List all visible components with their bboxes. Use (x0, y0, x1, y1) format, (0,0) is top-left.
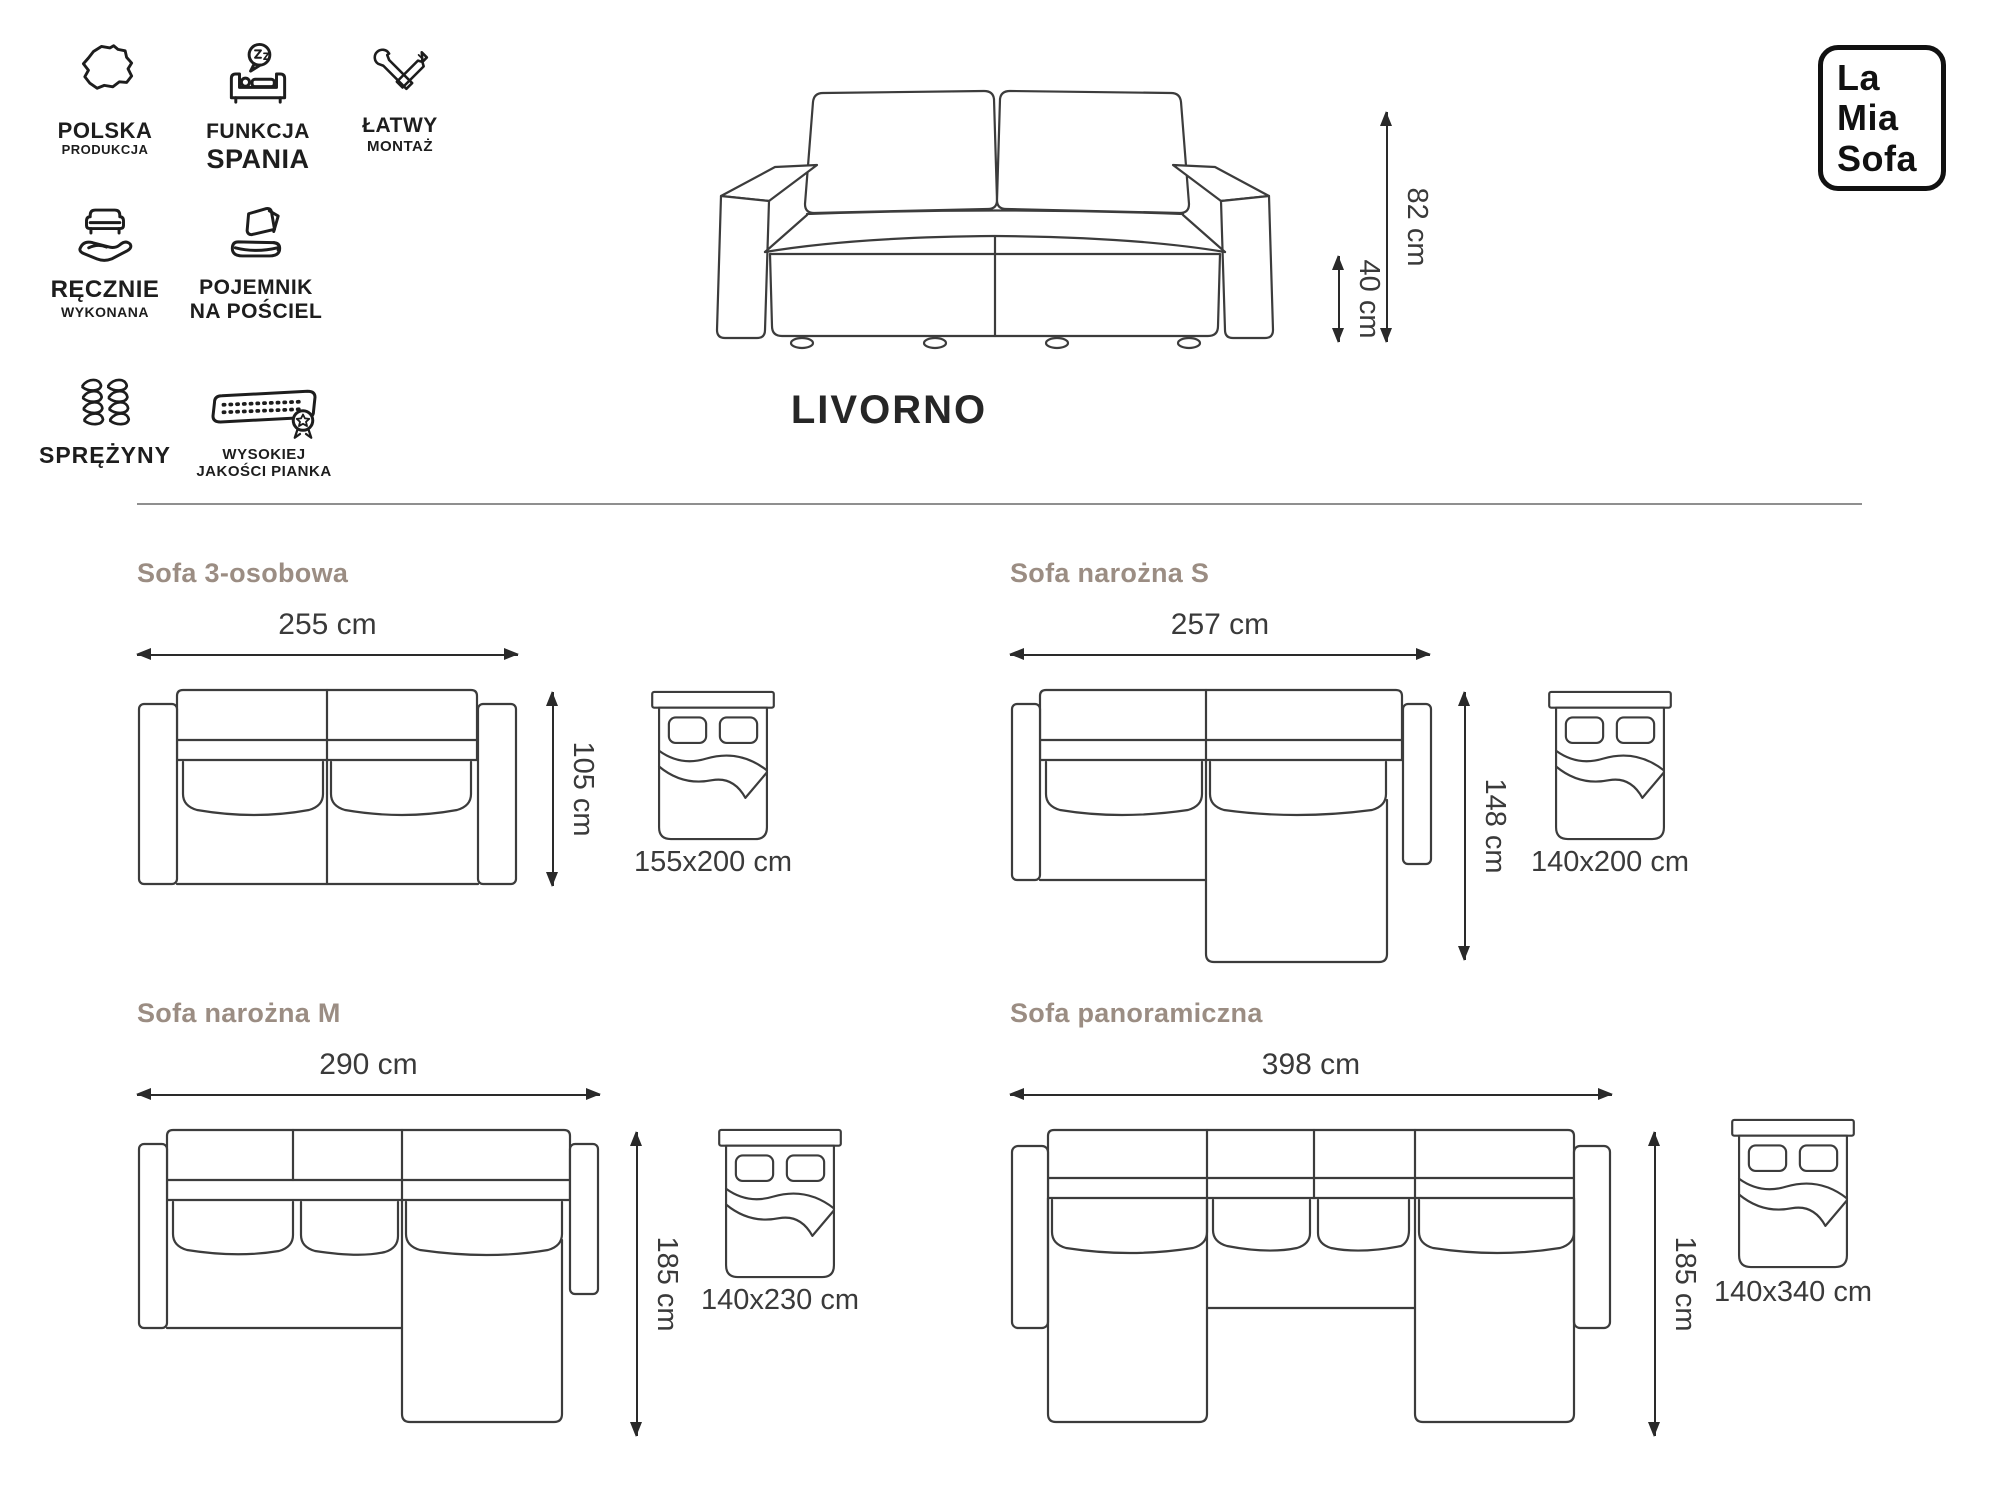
badge-recznie-wykonana (36, 196, 174, 320)
width-dimension-arrow (1010, 1094, 1612, 1096)
width-dimension-label: 398 cm (1261, 1048, 1361, 1081)
brand-logo (1818, 45, 1946, 191)
badge-subtitle: MONTAŻ (366, 138, 434, 156)
width-dimension-arrow (137, 1094, 600, 1096)
width-dimension-arrow (137, 654, 518, 656)
badge-subtitle: JAKOŚCI PIANKA (196, 463, 332, 481)
badge-title: WYSOKIEJ (222, 446, 306, 463)
width-dimension-label: 255 cm (278, 608, 377, 641)
bed-size-label: 155x200 cm (634, 846, 792, 878)
badge-title: RĘCZNIE (50, 276, 160, 303)
seat-height-dimension-label: 40 cm (1353, 259, 1385, 339)
badge-subtitle: NA POŚCIEL (189, 300, 323, 324)
depth-dimension-arrow (1654, 1132, 1656, 1436)
bed-size-label: 140x230 cm (701, 1284, 859, 1316)
bed-size-icon (648, 690, 778, 842)
depth-dimension-arrow (552, 692, 554, 886)
brand-line: La (1837, 57, 1881, 98)
badge-funkcja-spania (186, 40, 330, 175)
bed-size-label: 140x340 cm (1714, 1276, 1872, 1308)
product-name: LIVORNO (790, 388, 988, 432)
bed-size-label: 140x200 cm (1531, 846, 1689, 878)
sleep-function-icon (220, 40, 296, 114)
seat-height-dimension-arrow (1338, 256, 1340, 342)
width-dimension-label: 290 cm (319, 1048, 418, 1081)
tools-icon (367, 44, 433, 108)
sofa-top-view-drawing (137, 1128, 600, 1428)
brand-line: Mia (1837, 97, 1899, 139)
foam-quality-icon (189, 380, 339, 440)
sofa-top-view-drawing (137, 688, 518, 886)
depth-dimension-label: 105 cm (567, 741, 599, 837)
badge-title: ŁATWY (362, 114, 438, 137)
bed-size-icon (1728, 1118, 1858, 1270)
bed-size-icon (1545, 690, 1675, 842)
badge-subtitle: PRODUKCJA (61, 142, 149, 158)
brand-line: Sofa (1837, 137, 1918, 179)
depth-dimension-label: 185 cm (1669, 1236, 1701, 1332)
depth-dimension-arrow (1464, 692, 1466, 960)
badge-polska-produkcja (36, 40, 174, 158)
variant-title-sofa-3-osobowa: Sofa 3-osobowa (137, 558, 349, 588)
hand-sofa-icon (66, 196, 144, 270)
poland-map-icon (68, 40, 142, 112)
badge-title: SPRĘŻYNY (39, 442, 171, 468)
variant-title-sofa-panoramiczna: Sofa panoramiczna (1010, 998, 1263, 1028)
width-dimension-label: 257 cm (1170, 608, 1270, 641)
depth-dimension-label: 148 cm (1479, 778, 1511, 874)
section-divider (137, 503, 1862, 505)
sofa-top-view-drawing (1010, 1128, 1612, 1428)
sofa-front-view-drawing (695, 80, 1295, 360)
springs-icon (68, 370, 142, 436)
badge-title: POLSKA (57, 118, 153, 143)
badge-wysokiej-jakosci-pianka (184, 380, 344, 481)
badge-subtitle: SPANIA (206, 144, 310, 175)
height-dimension-label: 82 cm (1401, 187, 1433, 267)
height-dimension-arrow (1386, 112, 1388, 342)
badge-title: POJEMNIK (199, 276, 313, 299)
variant-title-sofa-narozna-m: Sofa narożna M (137, 998, 341, 1028)
bedding-storage-icon (217, 196, 295, 270)
badge-sprezyny (36, 370, 174, 468)
badge-pojemnik-na-posciel (178, 196, 334, 324)
badge-latwy-montaz (338, 44, 462, 155)
depth-dimension-label: 185 cm (651, 1236, 683, 1332)
sofa-top-view-drawing (1010, 688, 1433, 968)
depth-dimension-arrow (636, 1132, 638, 1436)
badge-subtitle: WYKONANA (61, 303, 149, 320)
variant-title-sofa-narozna-s: Sofa narożna S (1010, 558, 1210, 588)
badge-title: FUNKCJA (206, 120, 310, 143)
width-dimension-arrow (1010, 654, 1430, 656)
bed-size-icon (715, 1128, 845, 1280)
